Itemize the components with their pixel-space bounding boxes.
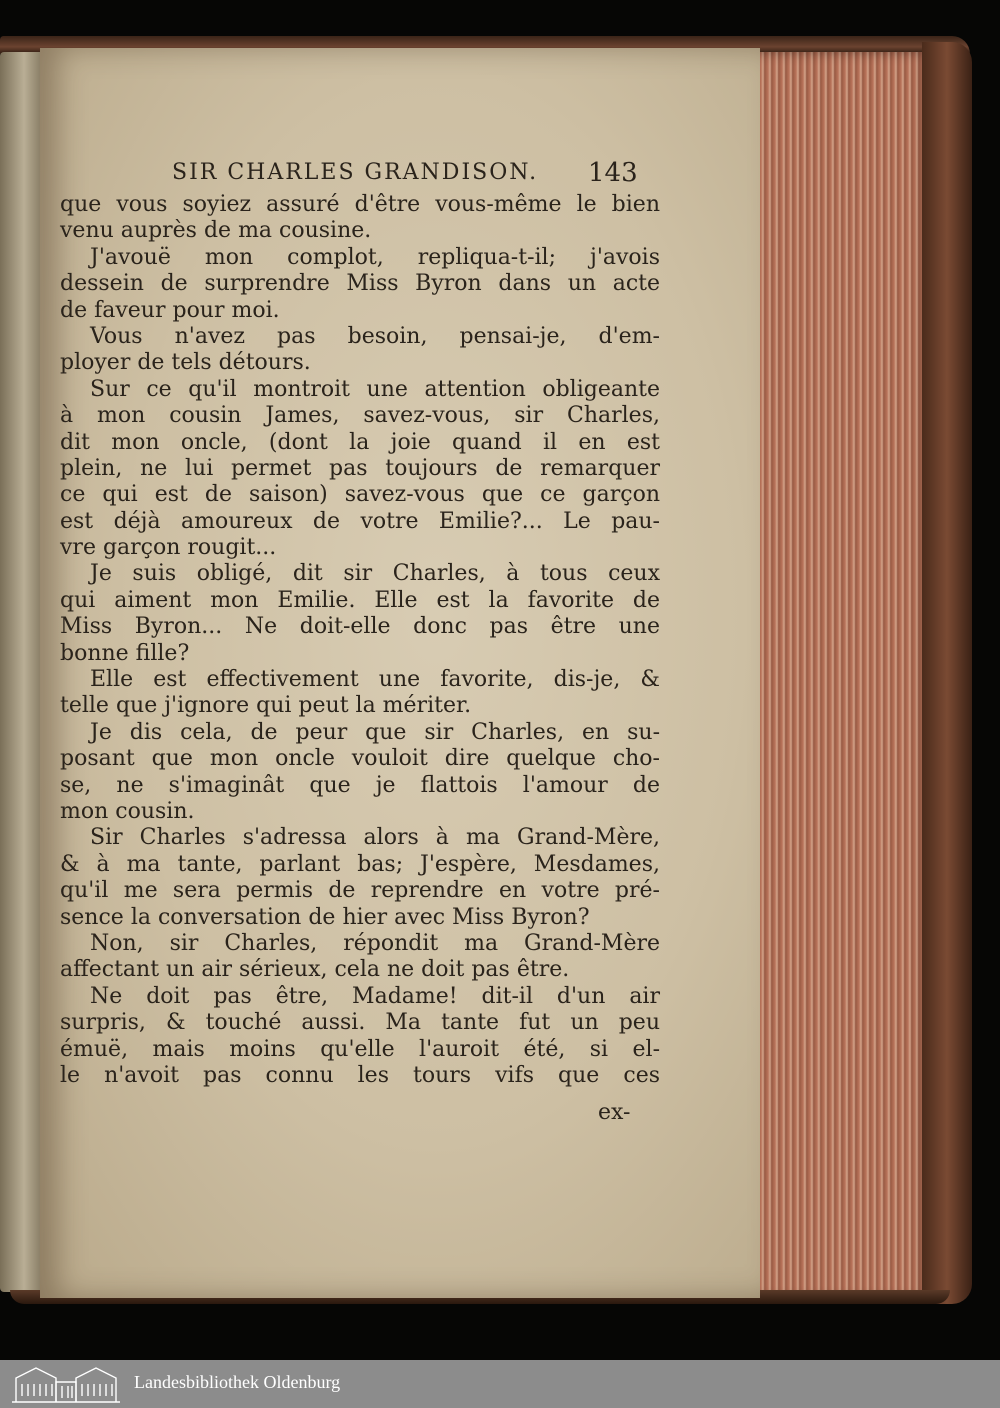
text-line: plein, ne lui permet pas toujours de remarquer xyxy=(60,455,660,481)
text-line: Ne doit pas être, Madame! dit-il d'un air xyxy=(90,983,660,1009)
text-line: sence la conversation de hier avec Miss Byron? xyxy=(60,904,590,930)
text-line: qu'il me sera permis de reprendre en votre pré- xyxy=(60,878,660,904)
text-line: Miss Byron... Ne doit-elle donc pas être une xyxy=(60,614,660,640)
text-line: Je dis cela, de peur que sir Charles, en su- xyxy=(90,719,660,745)
text-line: J'avouë mon complot, repliqua-t-il; j'avois xyxy=(90,244,660,270)
text-line: Vous n'avez pas besoin, pensai-je, d'em- xyxy=(90,323,660,349)
page-fore-edge xyxy=(744,52,930,1300)
text-line: Sur ce qu'il montroit une attention obligeante xyxy=(90,376,660,402)
text-line: le n'avoit pas connu les tours vifs que ces xyxy=(60,1062,660,1088)
text-line: Non, sir Charles, répondit ma Grand-Mère xyxy=(90,930,660,956)
text-line: que vous soyiez assuré d'être vous-même le bien xyxy=(60,192,660,217)
facing-page-edge xyxy=(0,52,40,1292)
page-body xyxy=(60,192,660,1089)
text-line: Elle est effectivement une favorite, dis-je, & xyxy=(90,667,660,693)
text-line: Je suis obligé, dit sir Charles, à tous ceux xyxy=(90,561,660,587)
text-line: venu auprès de ma cousine. xyxy=(60,218,372,244)
page-number: 143 xyxy=(588,158,638,188)
text-line: bonne fille? xyxy=(60,640,190,666)
text-line: vre garçon rougit... xyxy=(60,535,277,561)
running-head: SIR CHARLES GRANDISON. xyxy=(172,160,539,185)
text-line: mon cousin. xyxy=(60,798,195,824)
text-line: ce qui est de saison) savez-vous que ce garçon xyxy=(60,482,660,508)
text-line: émuë, mais moins qu'elle l'auroit été, si el- xyxy=(60,1036,660,1062)
text-line: est déjà amoureux de votre Emilie?... Le pau- xyxy=(60,508,660,534)
book-cover-right xyxy=(922,42,972,1304)
text-line: telle que j'ignore qui peut la mériter. xyxy=(60,693,472,719)
page-header xyxy=(60,150,660,190)
library-name: Landesbibliothek Oldenburg xyxy=(134,1372,341,1392)
catchword: ex- xyxy=(598,1100,631,1125)
text-line: ployer de tels détours. xyxy=(60,350,311,376)
text-line: qui aiment mon Emilie. Elle est la favorite de xyxy=(60,587,660,613)
text-line: dit mon oncle, (dont la joie quand il en est xyxy=(60,429,660,455)
text-line: & à ma tante, parlant bas; J'espère, Mesdames, xyxy=(60,851,660,877)
text-line: se, ne s'imaginât que je flattois l'amour de xyxy=(60,772,660,798)
text-line: de faveur pour moi. xyxy=(60,297,280,323)
text-line: à mon cousin James, savez-vous, sir Charles, xyxy=(60,403,660,429)
library-building-icon xyxy=(10,1364,122,1404)
text-line: surpris, & touché aussi. Ma tante fut un peu xyxy=(60,1010,660,1036)
text-line: Sir Charles s'adressa alors à ma Grand-Mère, xyxy=(90,825,660,851)
text-line: dessein de surprendre Miss Byron dans un acte xyxy=(60,271,660,297)
text-line: posant que mon oncle vouloit dire quelque cho- xyxy=(60,746,660,772)
footer-bar xyxy=(0,1360,1000,1408)
text-line: affectant un air sérieux, cela ne doit pas être. xyxy=(60,957,570,983)
